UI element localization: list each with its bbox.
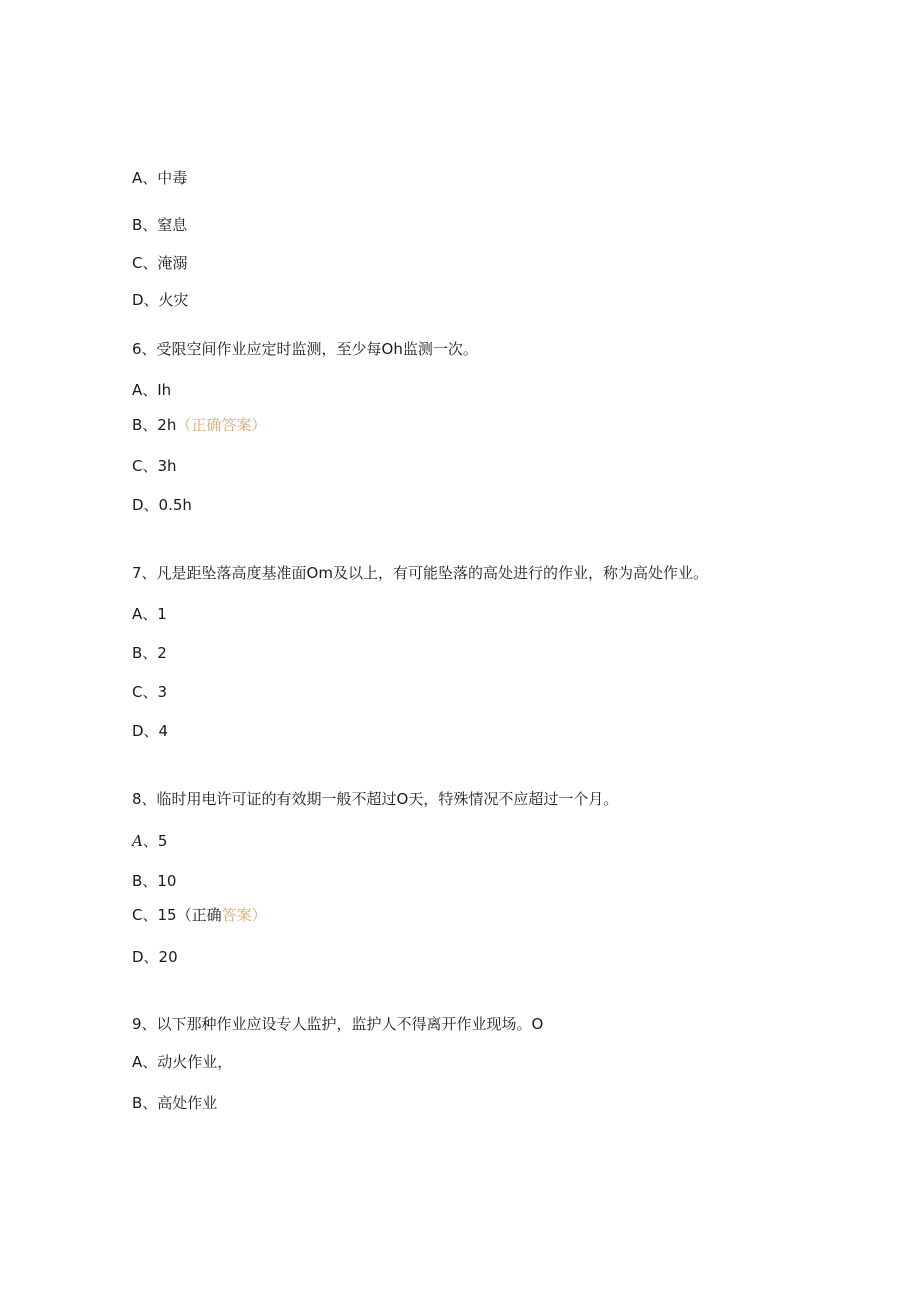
correct-answer-mark-dark: （正确 (176, 906, 222, 924)
q9-question: 9、以下那种作业应设专人监护，监护人不得离开作业现场。O (132, 1015, 544, 1033)
q8-option-a-text: 、5 (142, 832, 168, 850)
q8-option-d: D、20 (132, 948, 178, 966)
q8-question: 8、临时用电许可证的有效期一般不超过O天，特殊情况不应超过一个月。 (132, 790, 619, 808)
q6-option-a: A、Ih (132, 381, 172, 399)
q8-option-a-letter: A (132, 832, 143, 850)
q5-option-c: C、淹溺 (132, 254, 188, 272)
correct-answer-mark: （正确答案） (176, 416, 267, 434)
q9-option-b: B、高处作业 (132, 1094, 218, 1112)
q6-option-b-text: B、2h (132, 416, 177, 434)
q8-option-c-text: C、15 (132, 906, 177, 924)
q6-question: 6、受限空间作业应定时监测，至少每Oh监测一次。 (132, 340, 478, 358)
q6-option-d: D、0.5h (132, 496, 192, 514)
q7-option-c: C、3 (132, 683, 168, 701)
q9-option-a: A、动火作业， (132, 1053, 233, 1071)
q8-option-c (132, 905, 267, 925)
q7-option-b: B、2 (132, 644, 167, 662)
correct-answer-mark-light: 答案） (221, 906, 267, 924)
q6-option-b (132, 415, 266, 435)
q7-question: 7、凡是距坠落高度基准面Om及以上，有可能坠落的高处进行的作业，称为高处作业。 (132, 564, 708, 582)
q5-option-a: A、中毒 (132, 169, 188, 187)
q8-option-b: B、10 (132, 872, 177, 890)
q5-option-b: B、窒息 (132, 216, 188, 234)
q8-option-a (132, 831, 167, 851)
q7-option-d: D、4 (132, 722, 169, 740)
q6-option-c: C、3h (132, 457, 177, 475)
q7-option-a: A、1 (132, 605, 167, 623)
q5-option-d: D、火灾 (132, 291, 189, 309)
